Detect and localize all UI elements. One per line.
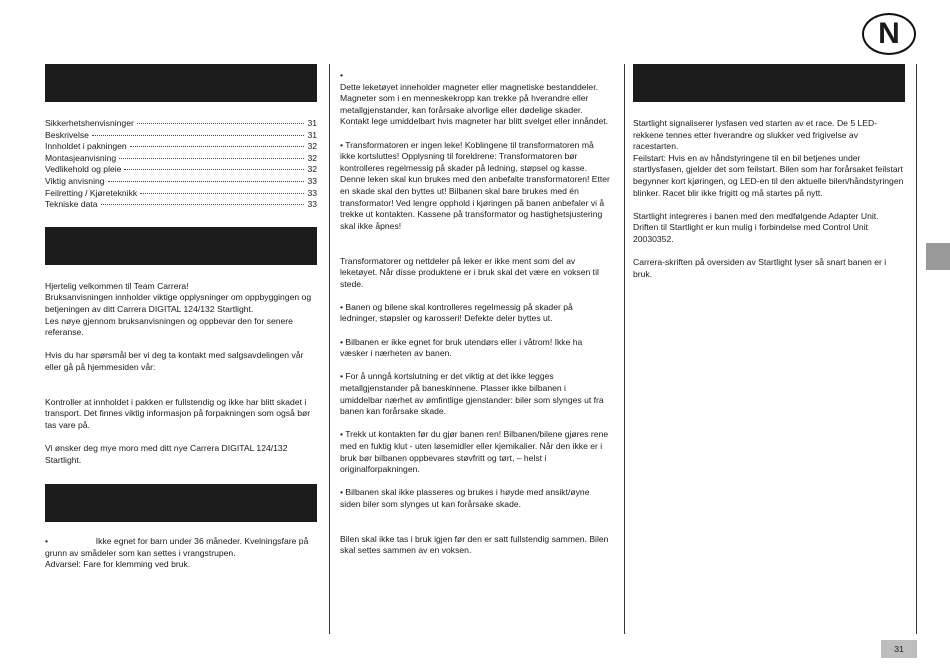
toc-row[interactable]	[45, 153, 317, 165]
table-of-contents	[45, 118, 317, 211]
middle-column	[340, 70, 610, 557]
toc-leader	[119, 158, 304, 159]
intro-paragraph: Vi ønsker deg mye moro med ditt nye Carrera DIGITAL 124/132 Startlight.	[45, 443, 288, 465]
toc-leader	[140, 193, 304, 194]
toc-leader	[124, 169, 304, 170]
toc-row[interactable]	[45, 118, 317, 130]
description-paragraph: Startlight integreres i banen med den medfølgende Adapter Unit. Driften til Startlight er kun mulig i forbindelse med Control Unit 20030352.	[633, 210, 879, 244]
toc-leader	[92, 135, 304, 136]
safety-paragraph: • Banen og bilene skal kontrolleres regelmessig på skader på ledninger, støpsler og karosseri! Defekte deler byttes ut.	[340, 301, 573, 324]
right-column	[633, 64, 905, 280]
left-column	[45, 64, 317, 571]
safety-paragraph: • Transformatoren er ingen leke! Koblingene til transformatoren må ikke kortsluttes! Opplysning til foreldrene: Transformatoren bør kontrolleres regelmessig på skader på ledning, støpsel og kasse. Denne leken skal kun brukes med den anbefalte transformatoren! Etter en skade skal den byttes ut! Bilbanen skal bare brukes med én transformator! Ved lengre opphold i kjøringen på banen anbefaler vi å trekke ut kontakten. Kassene på transformator og hastighetsjustering skal ikke åpnes!	[340, 139, 610, 231]
toc-page: 33	[307, 187, 317, 198]
section-header-bar	[633, 64, 905, 102]
toc-leader	[137, 123, 305, 124]
intro-paragraph: Kontroller at innholdet i pakken er fullstendig og ikke har blitt skadet i transport. Det finnes viktig informasjon på forpakningen som også bør tas vare på.	[45, 396, 311, 430]
safety-paragraph: Transformatorer og nettdeler på leker er ikke ment som del av leketøyet. Når disse produktene er i bruk skal det være en voksen til stede.	[340, 255, 599, 289]
toc-page: 32	[307, 164, 317, 175]
toc-leader	[101, 204, 305, 205]
safety-paragraph: Dette leketøyet inneholder magneter eller magnetiske bestanddeler. Magneter som i en menneskekropp kan trekke på hverandre eller metallgjenstander, kan forårsake alvorlige eller dødelige skader. Kontakt lege umiddelbart hvis magneter har blitt svelget eller innåndet.	[340, 81, 608, 127]
toc-label: Beskrivelse	[45, 129, 89, 140]
toc-page: 32	[307, 141, 317, 152]
toc-page: 31	[307, 129, 317, 140]
page-number: 31	[881, 640, 917, 658]
section-header-bar	[45, 64, 317, 102]
description-paragraph: Carrera-skriften på oversiden av Startlight lyser så snart banen er i bruk.	[633, 257, 887, 279]
safety-paragraph: • For å unngå kortslutning er det viktig at det ikke legges metallgjenstander på baneskinnene. Plasser ikke bilbanen i umiddelbar nærhet av ømfintlige gjenstander: biler som slynges ut fra banen kan forårsake skade.	[340, 371, 604, 417]
safety-paragraph: • Bilbanen er ikke egnet for bruk utendørs eller i våtrom! Ikke ha væsker i nærheten av banen.	[340, 336, 583, 359]
toc-page: 31	[307, 118, 317, 128]
toc-page: 32	[307, 152, 317, 163]
toc-leader	[130, 146, 305, 147]
toc-label: Vedlikehold og pleie	[45, 164, 122, 175]
toc-row[interactable]	[45, 188, 317, 200]
language-badge: N	[862, 13, 916, 55]
section-header-bar	[45, 227, 317, 265]
description-paragraph: Startlight signaliserer lysfasen ved starten av et race. De 5 LED-rekkene tennes etter hverandre og slukker ved frigivelse av racestarten. Feilstart: Hvis en av håndstyringene til en bil betjenes under startlysfasen, gjelder det som feilstart. Bilen som har forårsaket feilstart begynner kort kjøringen, og LED-en til den aktuelle bilen/håndstyringen blinker. Racet blir ikke frigitt og må startes på nytt.	[633, 118, 904, 198]
toc-label: Montasjeanvisning	[45, 152, 117, 163]
column-divider-left	[329, 64, 330, 634]
toc-row[interactable]	[45, 176, 317, 188]
section-tab-marker	[926, 243, 950, 270]
safety-paragraph: Bilen skal ikke tas i bruk igjen før den er satt fullstendig sammen. Bilen skal settes sammen av en voksen.	[340, 533, 609, 556]
toc-label: Viktig anvisning	[45, 175, 105, 186]
toc-row[interactable]	[45, 199, 317, 211]
toc-leader	[108, 181, 305, 182]
column-divider-right	[624, 64, 625, 634]
toc-page: 33	[307, 199, 317, 210]
toc-row[interactable]	[45, 141, 317, 153]
section-header-bar	[45, 484, 317, 522]
bullet-marker: •	[340, 70, 344, 80]
toc-label: Tekniske data	[45, 199, 98, 210]
safety-paragraph: • Trekk ut kontakten før du gjør banen ren! Bilbanen/bilene gjøres rene med en fuktig klut - uten løsemidler eller kjemikalier. Når den ikke er i bruk bør bilbanen oppbevares støvfritt og tørt, – helst i originalforpakningen.	[340, 429, 609, 475]
intro-paragraph: Hvis du har spørsmål ber vi deg ta kontakt med salgsavdelingen vår eller gå på hjemmesiden vår:	[45, 350, 304, 372]
intro-paragraph: Hjertelig velkommen til Team Carrera! Bruksanvisningen innholder viktige opplysninger om oppbyggingen og betjeningen av ditt Carrera DIGITAL 124/132 Startlight. Les nøye gjennom bruksanvisningen og oppbevar den for senere referanse.	[45, 280, 312, 338]
toc-row[interactable]	[45, 164, 317, 176]
column-divider-edge	[916, 64, 917, 634]
safety-paragraph: • Bilbanen skal ikke plasseres og brukes i høyde med ansikt/øyne siden biler som slynges ut kan forårsake skade.	[340, 487, 590, 509]
toc-page: 33	[307, 175, 317, 186]
toc-label: Feilretting / Kjøreteknikk	[45, 187, 138, 198]
toc-label: Sikkerhetshenvisninger	[45, 118, 134, 128]
toc-label: Innholdet i pakningen	[45, 141, 127, 152]
warning-paragraph: • Ikke egnet for barn under 36 måneder. Kvelningsfare på grunn av smådeler som kan settes i vrangstrupen. Advarsel: Fare for klemming ved bruk.	[45, 536, 309, 570]
toc-row[interactable]	[45, 130, 317, 142]
